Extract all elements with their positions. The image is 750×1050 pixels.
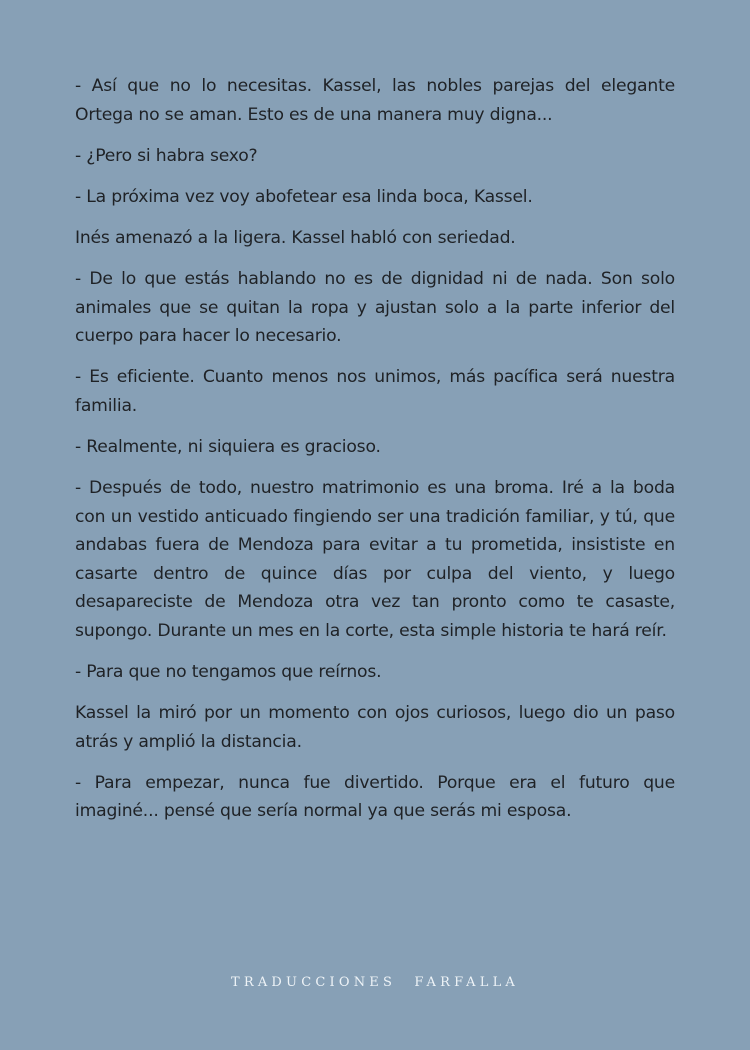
paragraph: Inés amenazó a la ligera. Kassel habló con seriedad. (75, 227, 516, 248)
paragraph: - Para empezar, nunca fue divertido. Porque era el futuro que imaginé... pensé que sería normal ya que serás mi esposa. (75, 772, 675, 822)
paragraph: - Después de todo, nuestro matrimonio es una broma. Iré a la boda con un vestido anticuado fingiendo ser una tradición familiar, y tú, que andabas fuera de Mendoza para evitar a tu prometida, insististe en casarte dentro de quince días por culpa del viento, y luego desapareciste de Mendoza otra vez tan pronto como te casaste, supongo. Durante un mes en la corte, esta simple historia te hará reír. (75, 478, 675, 641)
paragraph: Kassel la miró por un momento con ojos curiosos, luego dio un paso atrás y amplió la distancia. (75, 703, 675, 752)
paragraph: - Realmente, ni siquiera es gracioso. (75, 436, 381, 457)
paragraph: - La próxima vez voy abofetear esa linda boca, Kassel. (75, 186, 533, 207)
paragraph: - Es eficiente. Cuanto menos nos unimos, más pacífica será nuestra familia. (75, 367, 675, 416)
paragraph: - ¿Pero si habra sexo? (75, 145, 258, 166)
paragraph: - Así que no lo necesitas. Kassel, las nobles parejas del elegante Ortega no se aman. Esto es de una manera muy digna... (75, 76, 675, 125)
paragraph: - Para que no tengamos que reírnos. (75, 662, 382, 683)
page-body (75, 72, 675, 839)
paragraph: - De lo que estás hablando no es de dignidad ni de nada. Son solo animales que se quitan la ropa y ajustan solo a la parte inferior del cuerpo para hacer lo necesario. (75, 268, 675, 347)
footer-credit: TRADUCCIONES FARFALLA (230, 975, 519, 990)
